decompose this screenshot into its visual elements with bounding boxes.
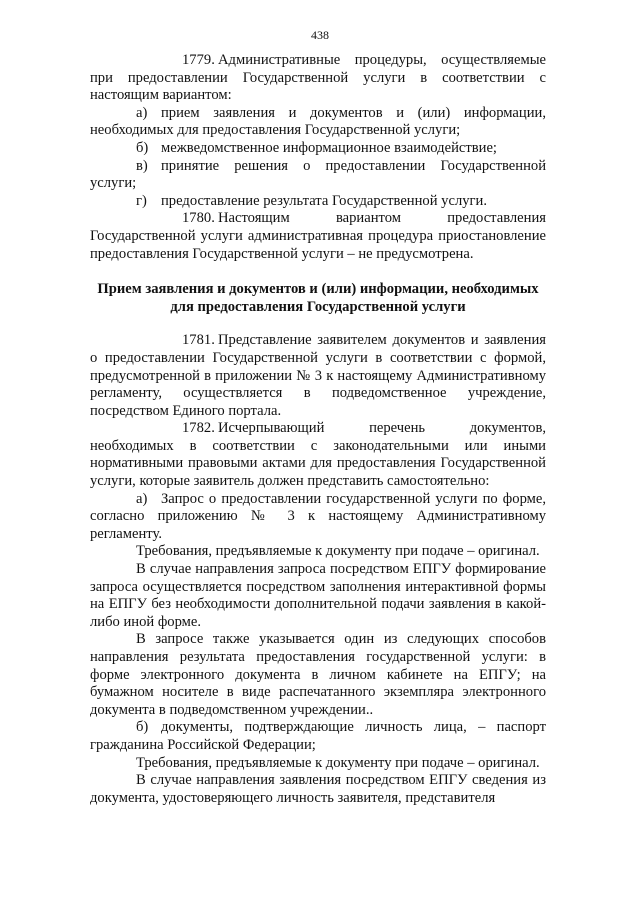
paragraph-text: Требования, предъявляемые к документу при подаче – оригинал.	[136, 754, 540, 771]
paragraph-number: 1779.	[182, 52, 215, 68]
section-after	[90, 332, 546, 807]
numbered-paragraph	[90, 332, 546, 420]
paragraph-number: 1780.	[182, 210, 215, 227]
paragraph-text: В запросе также указывается один из следующих способов направления результата предоставления государственной услуги: в форме электронного документа в личном кабинете на ЕПГУ; на бумажном носителе в виде распечатанного экземпляра электронного документа в подведомственном учреждении..	[90, 631, 546, 718]
list-marker: а)	[136, 490, 148, 507]
list-marker: а)	[136, 104, 148, 121]
list-item	[90, 158, 546, 193]
paragraph	[90, 543, 546, 561]
paragraph-number: 1781.	[182, 332, 215, 349]
numbered-paragraph	[90, 210, 546, 263]
section-before	[90, 52, 546, 263]
paragraph-text: В случае направления заявления посредством ЕПГУ сведения из документа, удостоверяющего личность заявителя, представителя	[90, 772, 546, 806]
paragraph-number: 1782.	[182, 420, 215, 437]
document-body	[90, 52, 546, 807]
list-item	[90, 140, 546, 158]
list-item	[90, 491, 546, 544]
paragraph-text: Представление заявителем документов и заявления о предоставлении Государственной услуги в соответствии с формой, предусмотренной в приложении № 3 к настоящему Административному регламенту, осуществляется в подведомственное учреждение, посредством Единого портала.	[90, 332, 546, 419]
paragraph-text: В случае направления запроса посредством ЕПГУ формирование запроса осуществляется посредством заполнения интерактивной формы на ЕПГУ без необходимости дополнительной подачи заявления в какой-либо иной форме.	[90, 561, 546, 630]
section-heading: Прием заявления и документов и (или) информации, необходимых для предоставления Государственной услуги	[97, 281, 539, 315]
list-marker: б)	[136, 139, 149, 156]
list-item	[90, 105, 546, 140]
paragraph-text: принятие решения о предоставлении Государственной услуги;	[90, 157, 546, 192]
list-marker: в)	[136, 157, 148, 174]
list-item	[90, 193, 546, 211]
paragraph-text: Административные процедуры, осуществляемые при предоставлении Государственной услуги в соответствии с настоящим вариантом:	[90, 52, 546, 104]
page-number: 438	[311, 28, 329, 42]
list-item	[90, 719, 546, 754]
list-marker: б)	[136, 719, 149, 736]
paragraph-text: Требования, предъявляемые к документу при подаче – оригинал.	[136, 543, 540, 560]
paragraph	[90, 631, 546, 719]
paragraph-text: Запрос о предоставлении государственной услуги по форме, согласно приложению № 3 к настоящему Административному регламенту.	[90, 490, 546, 542]
list-marker: г)	[136, 192, 147, 209]
paragraph-text: Исчерпывающий перечень документов, необходимых в соответствии с законодательными или иными нормативными правовыми актами для предоставления Государственной услуги, которые заявитель должен представить самостоятельно:	[90, 420, 546, 490]
paragraph-text: Настоящим вариантом предоставления Государственной услуги административная процедура приостановление предоставления Государственной услуги – не предусмотрена.	[90, 210, 546, 262]
paragraph	[90, 561, 546, 631]
paragraph-text: межведомственное информационное взаимодействие;	[161, 139, 497, 156]
numbered-paragraph	[90, 52, 546, 105]
paragraph-text: документы, подтверждающие личность лица, – паспорт гражданина Российской Федерации;	[90, 719, 546, 753]
paragraph-text: предоставление результата Государственной услуги.	[161, 192, 487, 209]
paragraph-text: прием заявления и документов и (или) информации, необходимых для предоставления Государственной услуги;	[90, 104, 546, 139]
paragraph	[90, 755, 546, 773]
paragraph	[90, 772, 546, 807]
numbered-paragraph	[90, 420, 546, 490]
